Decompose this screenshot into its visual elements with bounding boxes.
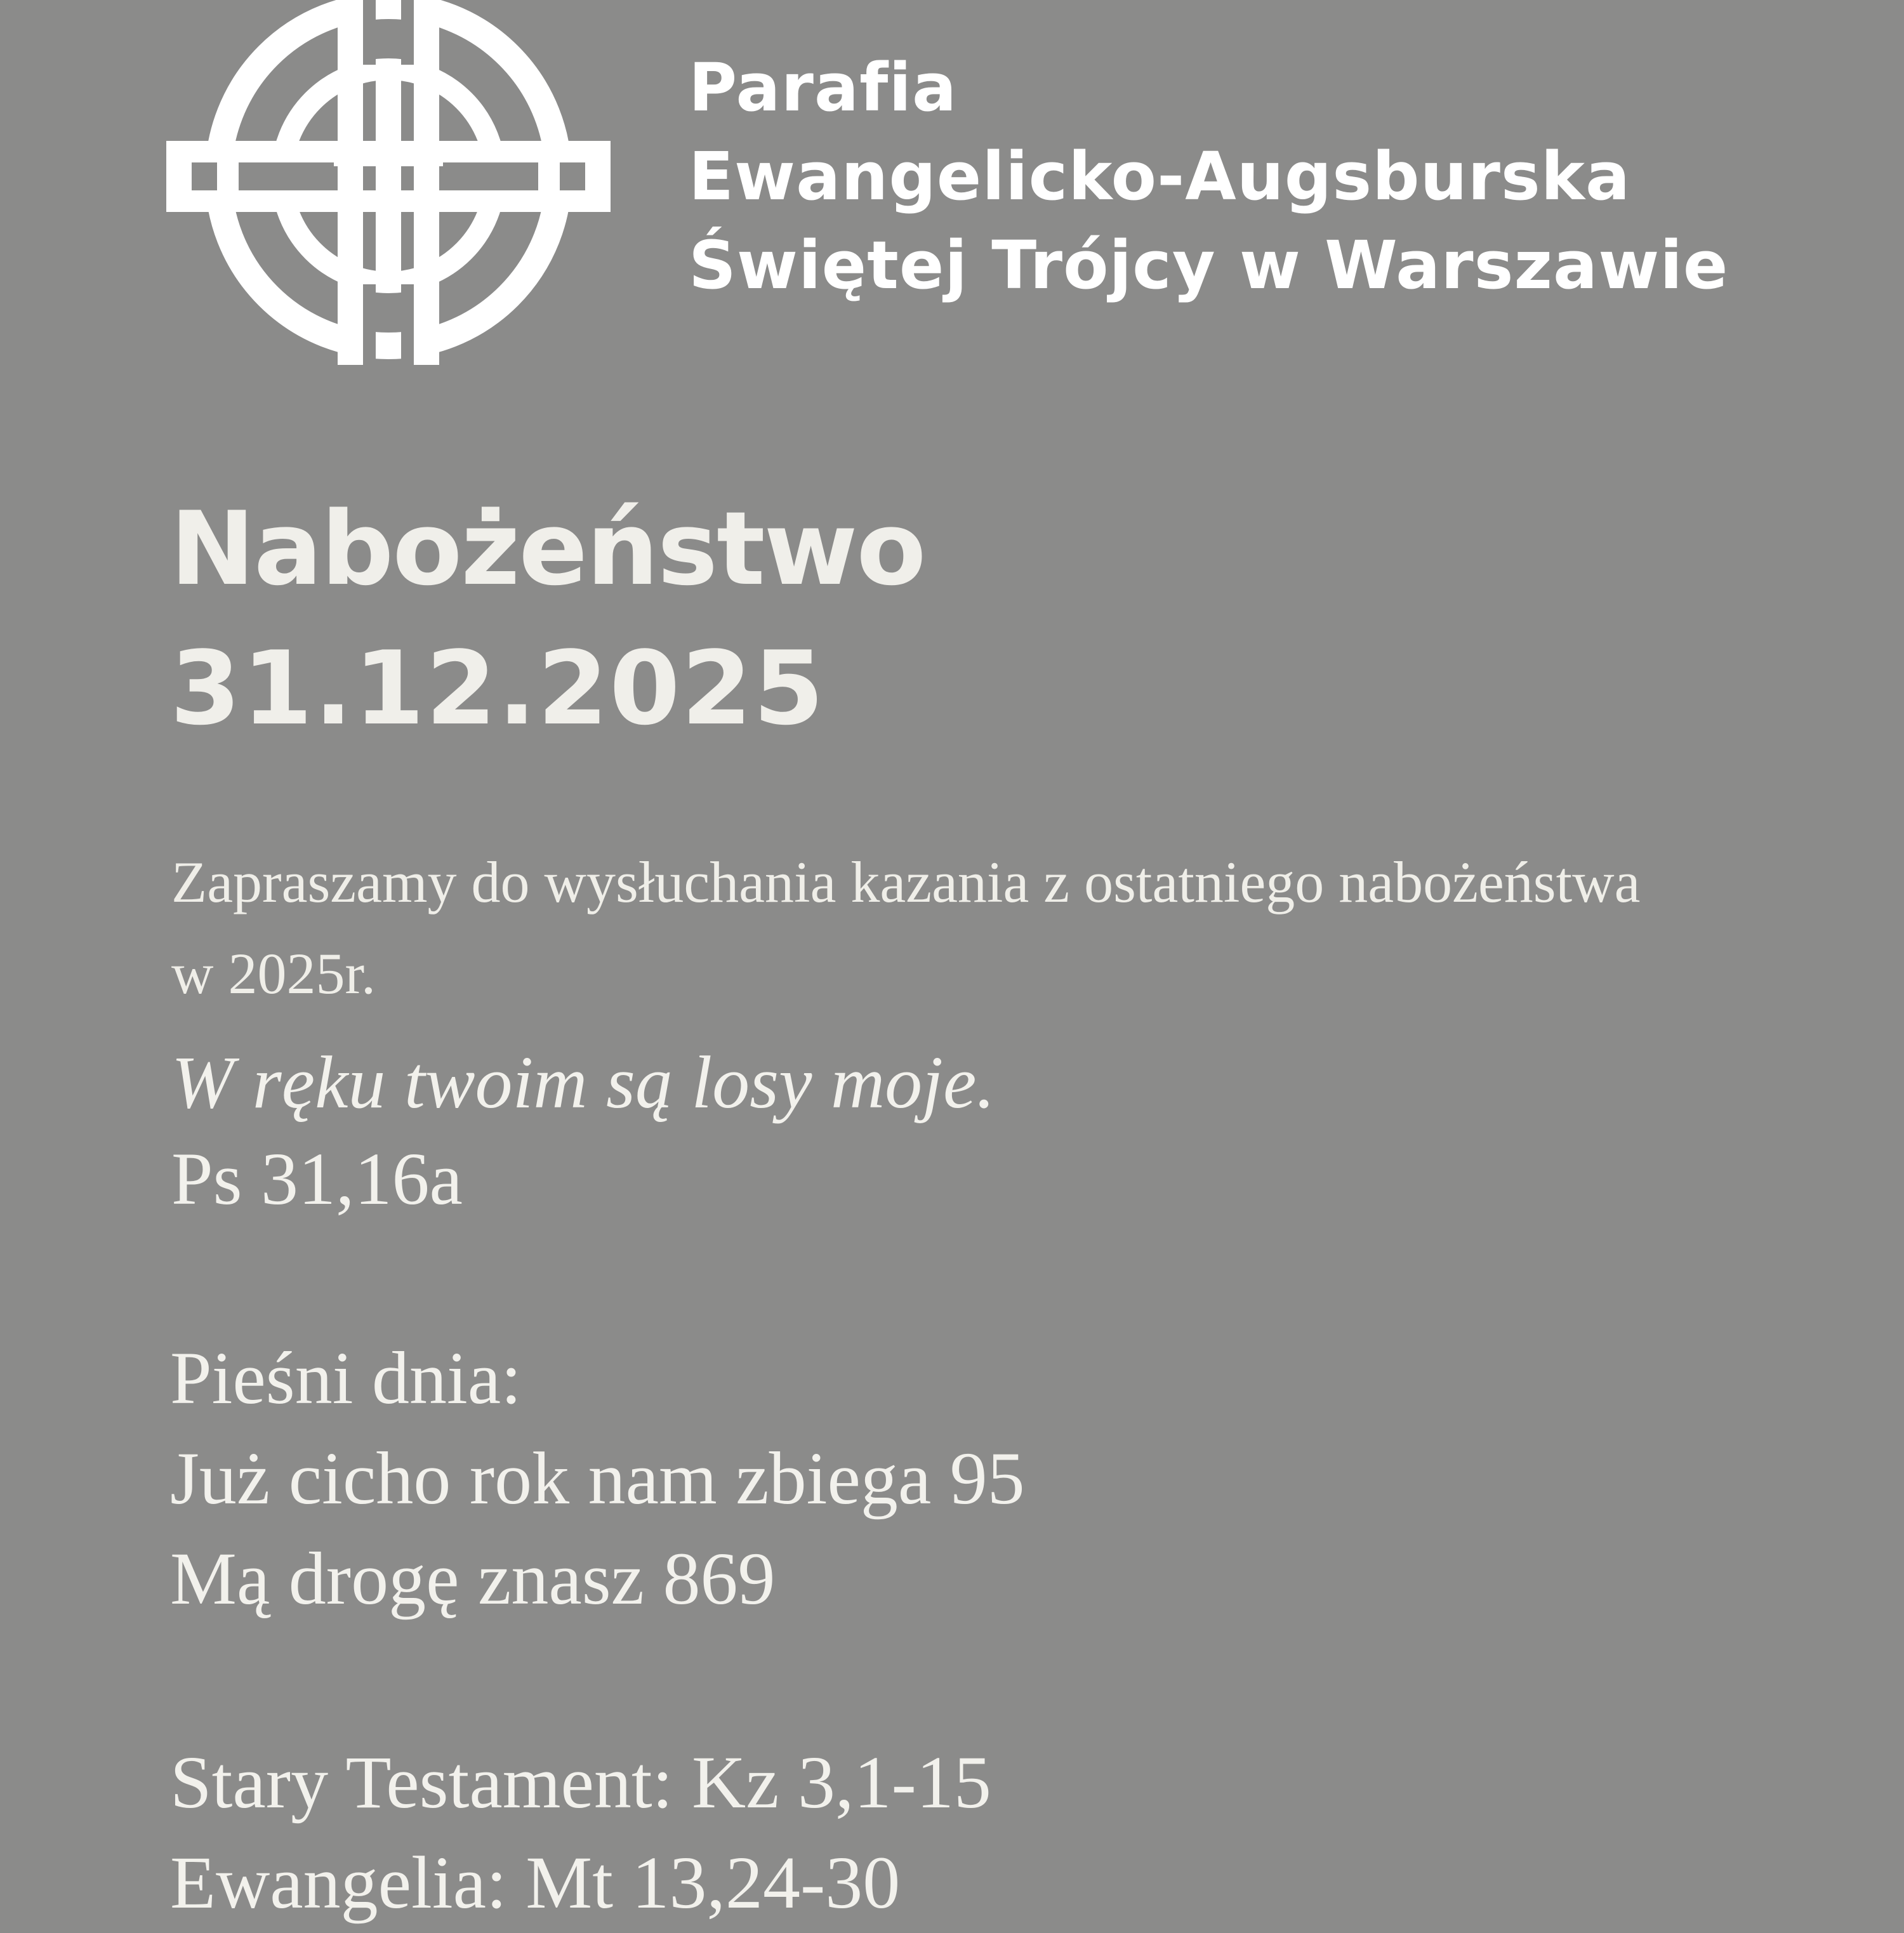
hymns-list [170,1328,1025,1629]
hymns-heading: Pieśni dnia: [170,1336,522,1420]
parish-name [689,43,1728,310]
hymn-item: Już cicho rok nam zbiega 95 [170,1437,1025,1520]
reading-item: Ewangelia: Mt 13,24-30 [170,1841,901,1924]
verse-reference: Ps 31,16a [171,1137,463,1220]
reading-item: Stary Testament: Kz 3,1-15 [170,1741,991,1824]
service-intro: Zapraszamy do wysłuchania kazania z ostatniego nabożeństwa w 2025r. [171,850,1641,1006]
daily-verse [171,1034,995,1227]
parish-name-line-1: Parafia [689,49,958,126]
hymn-item: Mą drogę znasz 869 [170,1537,776,1620]
celtic-cross-icon [166,0,611,368]
verse-text: W ręku twoim są losy moje. [171,1041,995,1124]
parish-name-line-2: Ewangelicko-Augsburska [689,138,1631,215]
readings-list [170,1732,991,1933]
service-date: 31.12.2025 [170,629,826,748]
parish-name-line-3: Świętej Trójcy w Warszawie [689,227,1729,304]
service-title: Nabożeństwo [170,489,925,608]
service-heading [170,479,925,758]
